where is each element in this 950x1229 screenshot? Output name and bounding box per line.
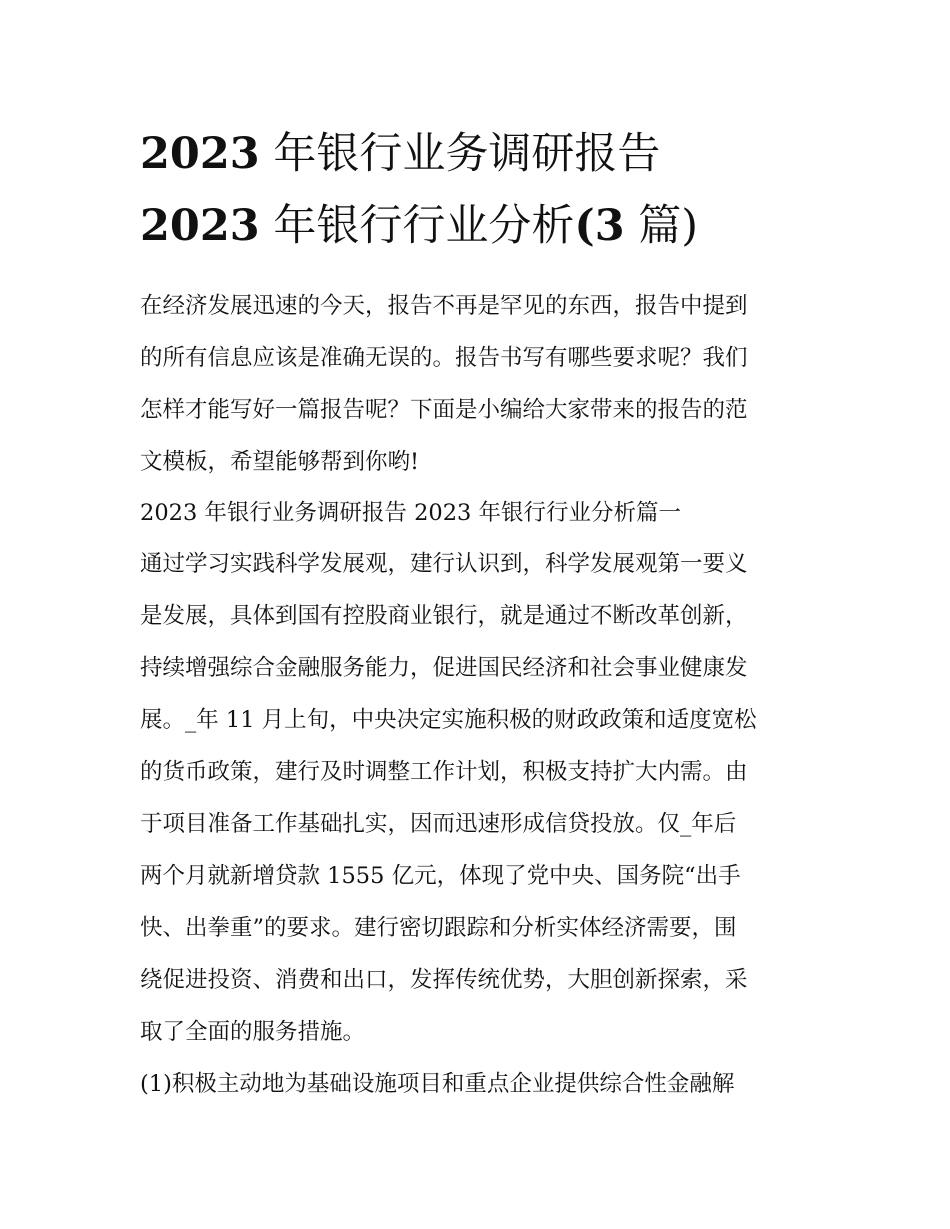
text-line: 的所有信息应该是准确无误的。报告书写有哪些要求呢？我们 <box>140 345 748 371</box>
text-line: 两个月就新增贷款 1555 亿元，体现了党中央、国务院“出手 <box>140 863 741 889</box>
text-line: 通过学习实践科学发展观，建行认识到，科学发展观第一要义 <box>140 551 748 577</box>
text-line: 文模板，希望能够帮到你哟! <box>140 449 420 475</box>
document-body <box>140 280 820 1110</box>
title-text: 年银行业务调研报告 <box>259 129 661 179</box>
title-year: 2023 <box>140 129 260 179</box>
title-year: 2023 <box>140 201 260 251</box>
list-item-paragraph <box>140 1058 820 1110</box>
text-line: 快、出拳重”的要求。建行密切跟踪和分析实体经济需要，围 <box>140 915 737 941</box>
text-line: 的货币政策，建行及时调整工作计划，积极支持扩大内需。由 <box>140 759 748 785</box>
text-line: 于项目准备工作基础扎实，因而迅速形成信贷投放。仅_年后 <box>140 811 737 837</box>
title-line-1 <box>140 118 840 190</box>
body-paragraph <box>140 538 820 1058</box>
text-line: 持续增强综合金融服务能力，促进国民经济和社会事业健康发 <box>140 655 748 681</box>
title-text: 年银行行业分析 <box>259 201 575 251</box>
text-line: 展。_年 11 月上旬，中央决定实施积极的财政政策和适度宽松 <box>140 707 757 733</box>
title-line-2 <box>140 190 840 262</box>
title-tail: 篇) <box>624 201 699 251</box>
section-heading <box>140 488 820 538</box>
intro-paragraph <box>140 280 820 488</box>
text-line: 绕促进投资、消费和出口，发挥传统优势，大胆创新探索，采 <box>140 967 748 993</box>
text-line: 怎样才能写好一篇报告呢？下面是小编给大家带来的报告的范 <box>140 397 748 423</box>
text-line: 是发展，具体到国有控股商业银行，就是通过不断改革创新， <box>140 603 748 629</box>
text-line: 2023 年银行业务调研报告 2023 年银行行业分析篇一 <box>140 500 681 526</box>
text-line: 在经济发展迅速的今天，报告不再是罕见的东西，报告中提到 <box>140 293 748 319</box>
text-line: (1)积极主动地为基础设施项目和重点企业提供综合性金融解 <box>140 1071 735 1097</box>
title-count: (3 <box>574 201 625 251</box>
document-title <box>140 118 840 262</box>
text-line: 取了全面的服务措施。 <box>140 1019 366 1045</box>
